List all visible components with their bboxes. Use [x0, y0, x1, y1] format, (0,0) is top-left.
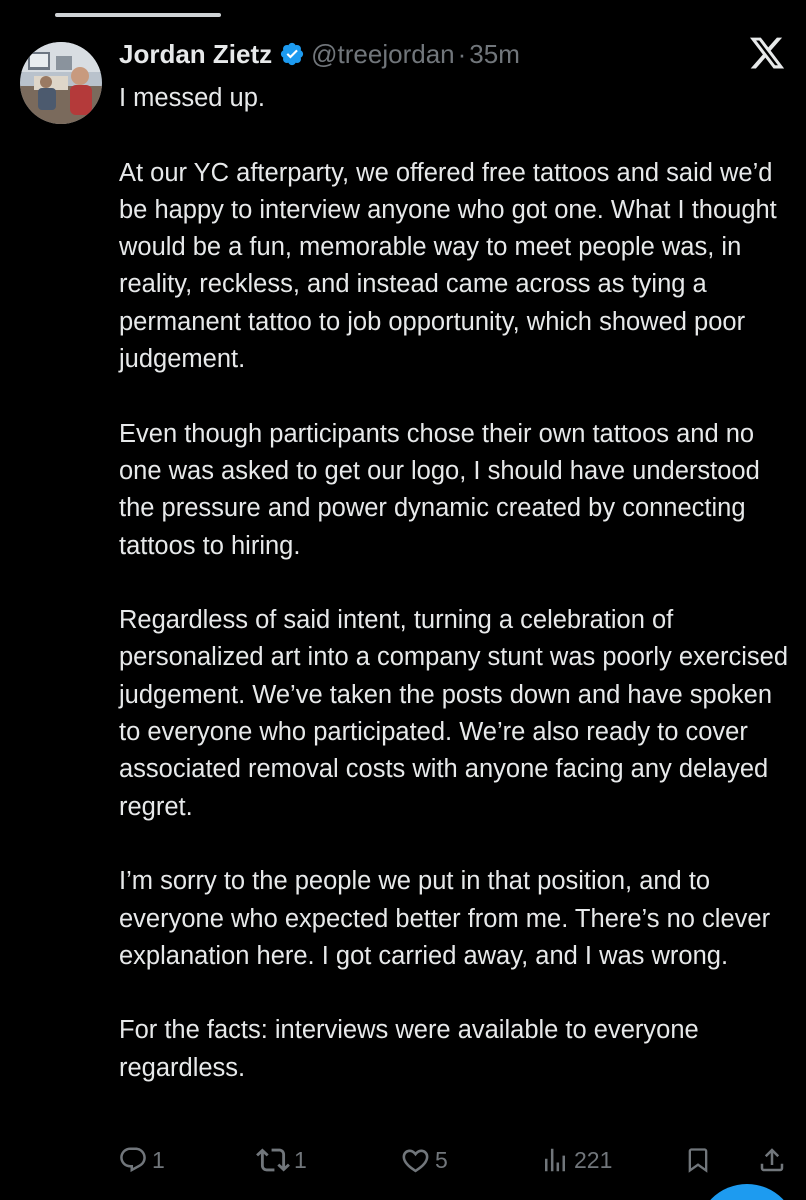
views-button[interactable]: [540, 1140, 612, 1180]
reply-icon: [118, 1145, 148, 1175]
reply-count: 1: [152, 1146, 165, 1173]
tweet-timestamp[interactable]: 35m: [469, 38, 520, 69]
close-icon[interactable]: [748, 34, 786, 72]
tweet-paragraph: I’m sorry to the people we put in that position, and to everyone who expected better from me. There’s no clever explanation here. I got carried away, and I was wrong.: [119, 867, 771, 970]
verified-badge-icon: [279, 41, 305, 67]
tweet-paragraph: I messed up.: [119, 84, 265, 112]
repost-icon: [256, 1143, 290, 1177]
views-icon: [540, 1145, 570, 1175]
tweet-paragraph: Even though participants chose their own tattoos and no one was asked to get our logo, I should have understood the pressure and power dynamic created by connecting tattoos to hiring.: [119, 419, 760, 560]
bookmark-icon: [684, 1146, 712, 1174]
share-icon: [757, 1145, 787, 1175]
avatar[interactable]: [20, 42, 102, 124]
bookmark-button[interactable]: [684, 1140, 712, 1180]
views-count: 221: [574, 1146, 613, 1173]
author-handle[interactable]: @treejordan: [311, 38, 455, 69]
separator-dot: ·: [457, 38, 467, 69]
tweet-paragraph: For the facts: interviews were available to everyone regardless.: [119, 1016, 699, 1082]
tweet-action-bar: [0, 1140, 806, 1180]
tweet-header: [119, 36, 520, 72]
tweet-paragraph: Regardless of said intent, turning a celebration of personalized art into a company stunt was poorly exercised judgement. We’ve taken the posts down and have spoken to everyone who participated. We’re also ready to cover associated removal costs with anyone facing any delayed regret.: [119, 606, 789, 821]
repost-count: 1: [294, 1146, 307, 1173]
tweet-body: [119, 80, 799, 1087]
author-name[interactable]: Jordan Zietz: [119, 38, 273, 69]
compose-button[interactable]: [697, 1184, 797, 1200]
like-button[interactable]: [400, 1140, 448, 1180]
sheet-drag-handle[interactable]: [55, 13, 221, 17]
tweet-paragraph: At our YC afterparty, we offered free tattoos and said we’d be happy to interview anyone who got one. What I thought would be a fun, memorable way to meet people was, in reality, reckless, and instead came across as tying a permanent tattoo to job opportunity, which showed poor judgement.: [119, 158, 777, 374]
share-button[interactable]: [757, 1140, 787, 1180]
like-icon: [400, 1145, 431, 1176]
repost-button[interactable]: [256, 1140, 307, 1180]
reply-button[interactable]: [118, 1140, 165, 1180]
like-count: 5: [435, 1146, 448, 1173]
